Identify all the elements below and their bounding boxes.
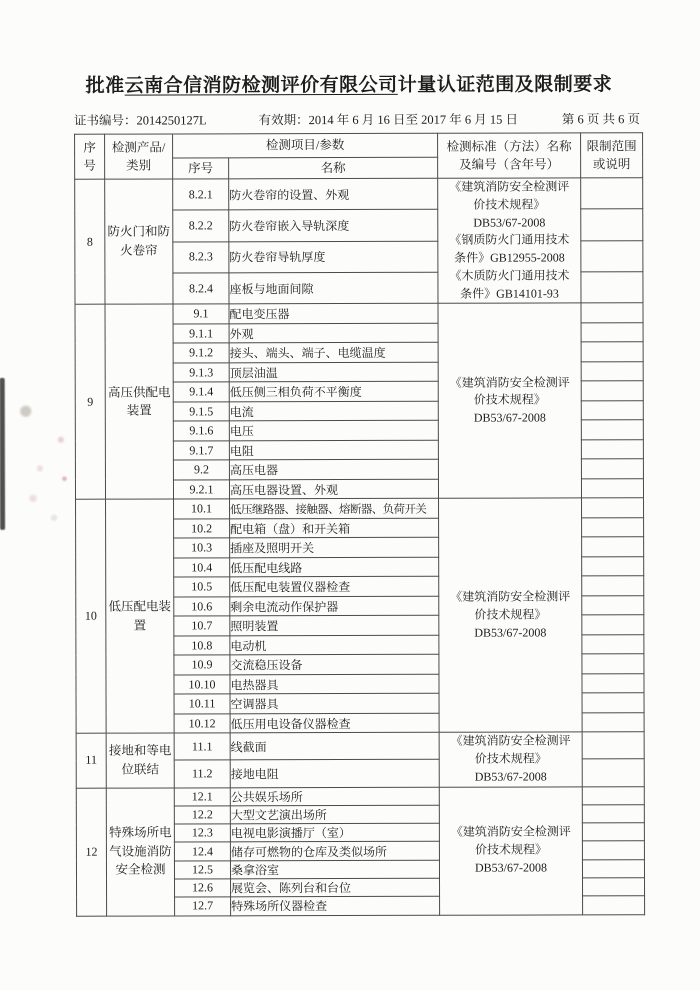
- limit-cell: [581, 478, 643, 498]
- item-name: 低压用电设备仪器检查: [230, 713, 439, 733]
- limit-cell: [581, 272, 643, 303]
- limit-cell: [581, 459, 643, 479]
- item-name: 储存可燃物的仓库及类似场所: [230, 842, 439, 861]
- limit-cell: [582, 595, 644, 615]
- section-serial-no: 12: [76, 788, 106, 916]
- limit-cell: [582, 615, 644, 635]
- item-subno: 9.1.4: [173, 382, 229, 402]
- item-subno: 12.3: [174, 824, 230, 842]
- item-name: 特殊场所仪器检查: [231, 897, 440, 916]
- section-standard: 《建筑消防安全检测评 价技术规程》 DB53/67-2008: [439, 498, 583, 732]
- item-subno: 8.2.3: [173, 241, 229, 272]
- table-row: [76, 732, 644, 761]
- item-subno: 10.1: [174, 499, 230, 519]
- item-name: 空调器具: [230, 694, 439, 714]
- item-subno: 9.1.3: [173, 363, 229, 383]
- document-title: [0, 69, 699, 98]
- item-subno: 12.6: [175, 879, 231, 897]
- limit-cell: [582, 498, 644, 518]
- certificate-number: [74, 110, 207, 128]
- limit-cell: [583, 896, 645, 914]
- item-name: 大型文艺演出场所: [230, 805, 439, 824]
- item-subno: 12.5: [174, 861, 230, 879]
- item-subno: 9.2.1: [173, 480, 229, 500]
- item-name: 插座及照明开关: [230, 538, 439, 558]
- item-name: 顶层油温: [229, 362, 438, 382]
- item-subno: 10.10: [174, 675, 230, 695]
- limit-cell: [582, 537, 644, 557]
- certification-scope-table: [74, 132, 645, 916]
- limit-cell: [581, 322, 643, 342]
- item-subno: 9.1.1: [173, 324, 229, 344]
- certificate-number-label: 证书编号：: [74, 113, 137, 128]
- item-subno: 10.11: [174, 694, 230, 714]
- limit-cell: [582, 786, 644, 804]
- limit-cell: [582, 654, 644, 674]
- item-subno: 8.2.2: [173, 210, 229, 241]
- item-subno: 8.2.1: [173, 179, 229, 210]
- limit-cell: [581, 303, 643, 323]
- item-name: 照明装置: [230, 616, 439, 636]
- item-subno: 12.4: [174, 842, 230, 860]
- item-name: 高压电器: [229, 460, 438, 480]
- table-row: [76, 498, 644, 519]
- limit-cell: [581, 342, 643, 362]
- title-prefix: 批准: [85, 75, 125, 97]
- limit-cell: [582, 634, 644, 654]
- item-subno: 9.1.7: [173, 441, 229, 461]
- item-name: 低压侧三相负荷不平衡度: [229, 382, 438, 402]
- header-sub-serial: 序号: [173, 158, 229, 179]
- item-name: 座板与地面间隙: [229, 272, 438, 304]
- section-standard: 《建筑消防安全检测评 价技术规程》 DB53/67-2008: [439, 786, 582, 914]
- item-name: 电流: [229, 401, 438, 421]
- limit-cell: [582, 693, 644, 713]
- item-subno: 12.7: [175, 897, 231, 915]
- section-standard: 《建筑消防安全检测评 价技术规程》 DB53/67-2008: [438, 303, 582, 498]
- item-name: 低压配电装置仪器检查: [230, 577, 439, 597]
- item-subno: 10.4: [174, 558, 230, 578]
- section-category: 低压配电装置: [106, 499, 175, 733]
- limit-cell: [582, 841, 644, 859]
- section-category: 高压供配电装置: [105, 304, 174, 499]
- item-subno: 9.1.2: [173, 343, 229, 363]
- item-subno: 11.1: [174, 733, 230, 760]
- limit-cell: [581, 240, 643, 271]
- item-name: 电压: [229, 421, 438, 441]
- item-name: 配电变压器: [229, 304, 438, 324]
- limit-cell: [582, 556, 644, 576]
- limit-cell: [581, 400, 643, 420]
- header-test-items: 检测项目/参数: [173, 133, 438, 158]
- limit-cell: [582, 673, 644, 693]
- item-name: 高压电器设置、外观: [229, 479, 438, 499]
- item-name: 公共娱乐场所: [230, 787, 439, 806]
- item-subno: 9.1.6: [173, 421, 229, 441]
- table-row: [76, 786, 644, 806]
- item-subno: 10.12: [174, 714, 230, 734]
- item-subno: 10.3: [174, 538, 230, 558]
- page-number: 第 6 页 共 6 页: [561, 112, 641, 127]
- item-name: 剩余电流动作保护器: [230, 596, 439, 616]
- scan-edge-artifact: [0, 378, 5, 530]
- item-name: 外观: [229, 323, 438, 343]
- item-name: 接地电阻: [230, 760, 439, 788]
- section-category: 接地和等电位联结: [106, 733, 174, 787]
- limit-cell: [582, 805, 644, 823]
- item-name: 电动机: [230, 635, 439, 655]
- section-category: 特殊场所电气设施消防安全检测: [106, 787, 174, 915]
- header-item-name: 名称: [229, 157, 438, 179]
- certificate-info-line: [74, 109, 640, 128]
- item-name: 防火卷帘的设置、外观: [229, 178, 438, 210]
- limit-cell: [582, 576, 644, 596]
- limit-cell: [582, 759, 644, 786]
- item-subno: 10.6: [174, 597, 230, 617]
- limit-cell: [581, 209, 643, 240]
- item-name: 低压配电线路: [230, 557, 439, 577]
- header-limit: 限制范围 或说明: [581, 133, 643, 178]
- item-name: 交流稳压设备: [230, 655, 439, 675]
- header-standard: 检测标准（方法）名称 及编号（含年号）: [438, 133, 581, 178]
- item-subno: 10.2: [174, 519, 230, 539]
- certificate-number-value: 2014250127L: [136, 113, 207, 128]
- section-serial-no: 10: [76, 499, 107, 733]
- section-standard: 《建筑消防安全检测评 价技术规程》 DB53/67-2008 《钢质防火门通用技术 条件》GB12955-2008 《木质防火门通用技术 条件》GB14101-93: [438, 178, 581, 304]
- scan-smudge-artifact: [12, 401, 82, 531]
- item-name: 防火卷帘嵌入导轨深度: [229, 210, 438, 242]
- item-name: 展览会、陈列台和台位: [231, 878, 440, 897]
- validity-period: 有效期：2014 年 6 月 16 日至 2017 年 6 月 15 日: [258, 112, 519, 128]
- item-name: 防火卷帘导轨厚度: [229, 241, 438, 273]
- header-serial-no: 序 号: [75, 134, 105, 179]
- item-subno: 8.2.4: [173, 273, 229, 304]
- header-product-category: 检测产品/ 类别: [105, 134, 173, 179]
- limit-cell: [581, 439, 643, 459]
- table-header-row-1: [75, 133, 643, 158]
- item-subno: 12.2: [174, 806, 230, 824]
- item-subno: 9.1: [173, 304, 229, 324]
- item-subno: 10.9: [174, 655, 230, 675]
- item-name: 电热器具: [230, 674, 439, 694]
- item-name: 桑拿浴室: [230, 860, 439, 879]
- limit-cell: [582, 732, 644, 759]
- item-name: 低压继路器、接触器、熔断器、负荷开关: [230, 499, 439, 519]
- item-subno: 10.8: [174, 636, 230, 656]
- limit-cell: [583, 878, 645, 896]
- section-serial-no: 11: [76, 733, 106, 787]
- limit-cell: [582, 517, 644, 537]
- item-subno: 10.7: [174, 616, 230, 636]
- limit-cell: [581, 361, 643, 381]
- section-standard: 《建筑消防安全检测评 价技术规程》 DB53/67-2008: [439, 732, 582, 787]
- section-category: 防火门和防火卷帘: [105, 179, 173, 304]
- limit-cell: [582, 859, 644, 877]
- table-row: [75, 303, 643, 324]
- item-subno: 11.2: [174, 760, 230, 787]
- title-company-name: 云南合信消防检测评价有限公司: [124, 74, 398, 97]
- limit-cell: [581, 420, 643, 440]
- table-row: [75, 178, 643, 211]
- item-subno: 9.1.5: [173, 402, 229, 422]
- item-name: 配电箱（盘）和开关箱: [230, 518, 439, 538]
- item-name: 电阻: [229, 440, 438, 460]
- section-serial-no: 9: [75, 304, 106, 499]
- item-name: 接头、端头、端子、电缆温度: [229, 343, 438, 363]
- item-subno: 9.2: [173, 460, 229, 480]
- item-name: 电视电影演播厅（室）: [230, 823, 439, 842]
- limit-cell: [582, 712, 644, 732]
- section-serial-no: 8: [75, 179, 105, 304]
- item-name: 线截面: [230, 733, 439, 761]
- limit-cell: [581, 381, 643, 401]
- title-suffix: 计量认证范围及限制要求: [397, 74, 613, 96]
- limit-cell: [581, 178, 643, 209]
- item-subno: 10.5: [174, 577, 230, 597]
- limit-cell: [582, 823, 644, 841]
- item-subno: 12.1: [174, 787, 230, 805]
